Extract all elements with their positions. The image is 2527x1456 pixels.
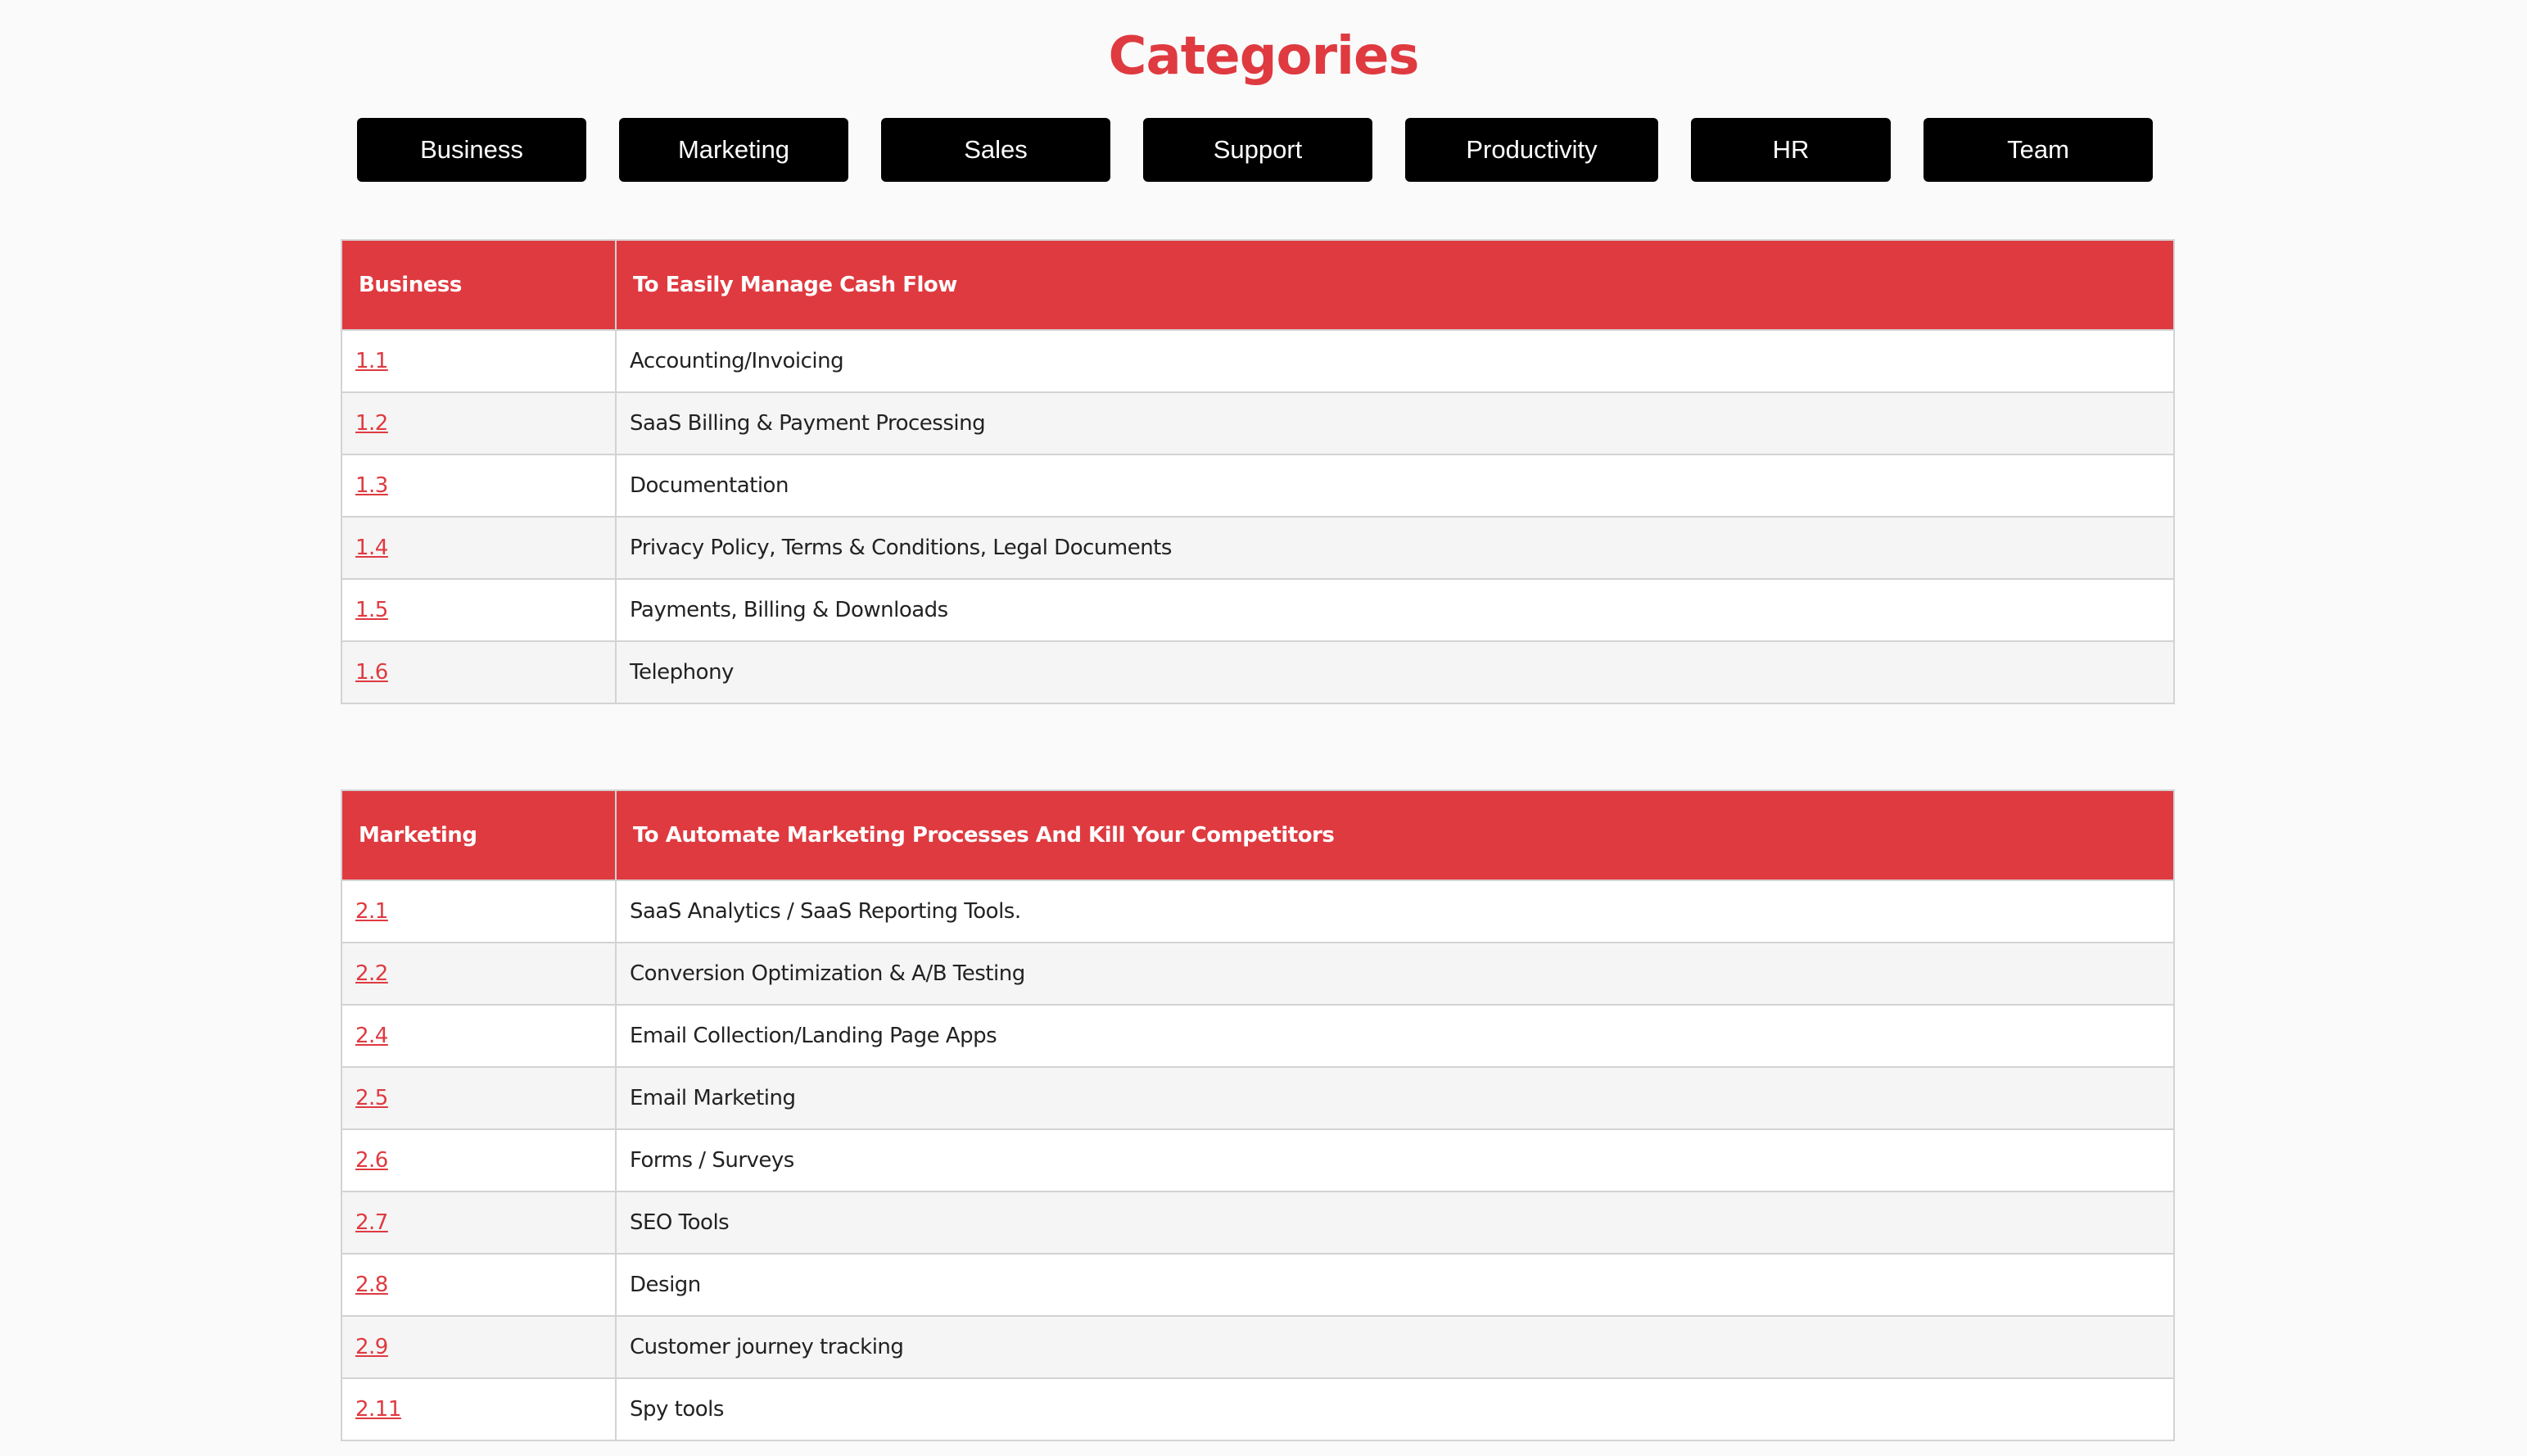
row-link[interactable]: 1.4 [355,536,388,560]
row-label: Forms / Surveys [616,1129,2174,1191]
nav-button-hr[interactable]: HR [1691,118,1891,182]
table-row [341,1316,2174,1378]
table-row [341,641,2174,703]
table-header [341,790,2174,880]
row-link[interactable]: 1.5 [355,598,388,622]
row-label: Design [616,1254,2174,1316]
row-link[interactable]: 2.7 [355,1210,388,1235]
row-label: Privacy Policy, Terms & Conditions, Legal Documents [616,517,2174,579]
header-category: Marketing [341,790,616,880]
row-label: Accounting/Invoicing [616,330,2174,392]
row-link[interactable]: 2.1 [355,899,388,924]
nav-button-support[interactable]: Support [1143,118,1372,182]
table-row [341,454,2174,517]
row-link[interactable]: 1.1 [355,349,388,373]
nav-button-sales[interactable]: Sales [881,118,1110,182]
table-row [341,330,2174,392]
nav-button-business[interactable]: Business [357,118,586,182]
row-link[interactable]: 1.3 [355,473,388,498]
row-link[interactable]: 2.9 [355,1335,388,1359]
row-label: Telephony [616,641,2174,703]
row-label: Customer journey tracking [616,1316,2174,1378]
row-link[interactable]: 2.5 [355,1086,388,1110]
row-label: Email Marketing [616,1067,2174,1129]
row-link[interactable]: 1.6 [355,660,388,685]
row-link[interactable]: 2.6 [355,1148,388,1173]
header-description: To Easily Manage Cash Flow [616,240,2174,330]
row-label: Email Collection/Landing Page Apps [616,1005,2174,1067]
table-header [341,240,2174,330]
table-row [341,943,2174,1005]
nav-button-marketing[interactable]: Marketing [619,118,848,182]
category-nav [0,118,2527,182]
table-row [341,1191,2174,1254]
row-link[interactable]: 2.11 [355,1397,401,1422]
marketing-table [341,789,2175,1441]
row-label: Spy tools [616,1378,2174,1440]
row-label: SaaS Billing & Payment Processing [616,392,2174,454]
business-table [341,239,2175,704]
row-label: SEO Tools [616,1191,2174,1254]
table-row [341,1005,2174,1067]
table-row [341,517,2174,579]
row-label: Conversion Optimization & A/B Testing [616,943,2174,1005]
table-row [341,880,2174,943]
row-link[interactable]: 2.8 [355,1273,388,1297]
row-label: Documentation [616,454,2174,517]
row-link[interactable]: 2.2 [355,961,388,986]
table-row [341,1067,2174,1129]
row-link[interactable]: 2.4 [355,1024,388,1048]
table-row [341,579,2174,641]
row-link[interactable]: 1.2 [355,411,388,436]
row-label: SaaS Analytics / SaaS Reporting Tools. [616,880,2174,943]
table-row [341,1254,2174,1316]
nav-button-team[interactable]: Team [1924,118,2153,182]
header-category: Business [341,240,616,330]
nav-button-productivity[interactable]: Productivity [1405,118,1658,182]
table-row [341,1378,2174,1440]
header-description: To Automate Marketing Processes And Kill Your Competitors [616,790,2174,880]
row-label: Payments, Billing & Downloads [616,579,2174,641]
table-row [341,392,2174,454]
page-title: Categories [1108,26,1419,87]
table-row [341,1129,2174,1191]
